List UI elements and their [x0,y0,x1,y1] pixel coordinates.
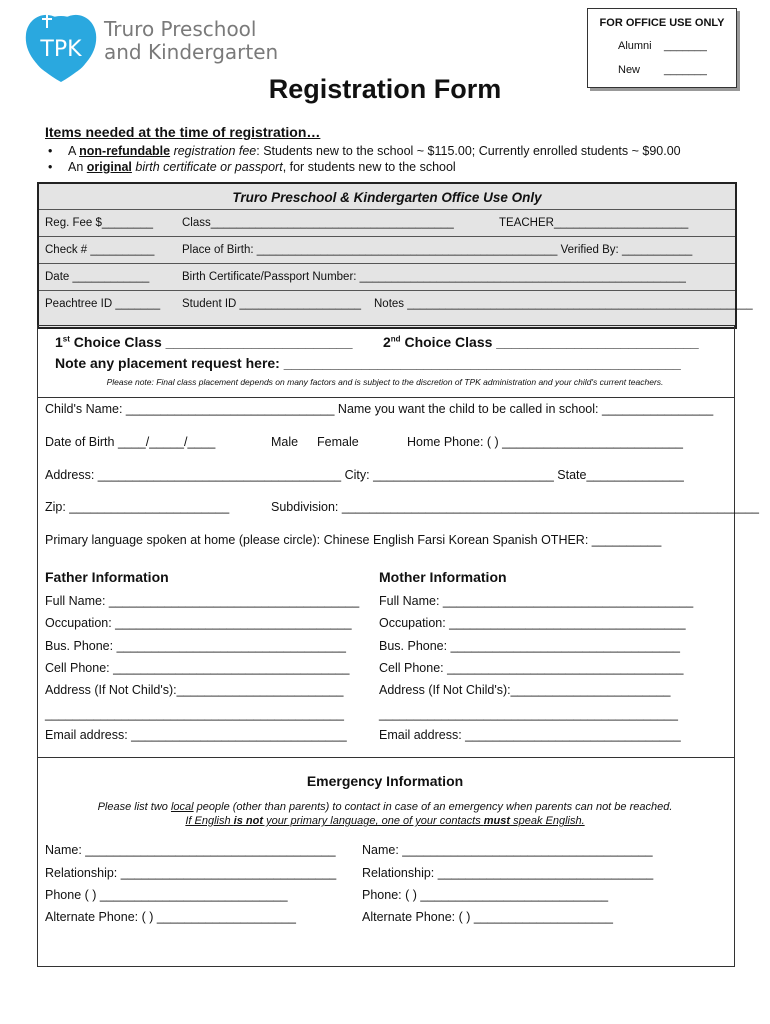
new-field[interactable]: _______ [664,64,707,76]
emergency-instructions-line2: If English is not your primary language, one of your contacts must speak English. [185,815,585,827]
male-option[interactable]: Male [271,435,299,449]
items-needed-heading: Items needed at the time of registration… [45,124,321,140]
contact2-alt-phone-field[interactable]: Alternate Phone: ( ) ____________________ [362,910,613,924]
contact1-phone-field[interactable]: Phone ( ) ___________________________ [45,888,288,902]
father-cell-phone-field[interactable]: Cell Phone: __________________________________ [45,661,350,675]
female-option[interactable]: Female [317,435,359,449]
contact2-name-field[interactable]: Name: ____________________________________ [362,843,653,857]
office-use-section [37,182,753,329]
mother-cell-phone-field[interactable]: Cell Phone: __________________________________ [379,661,684,675]
placement-request-field[interactable]: Note any placement request here: ___________________________________________________ [55,355,681,371]
primary-language-field[interactable]: Primary language spoken at home (please circle): Chinese English Farsi Korean Spanish OTHER: __________ [45,533,662,547]
first-choice-class-field[interactable]: 1st Choice Class ________________________ [55,334,353,350]
form-title: Registration Form [268,74,502,104]
class-field[interactable]: Class______________________________________ [182,217,454,229]
date-field[interactable]: Date ____________ [45,271,150,283]
child-name-field[interactable]: Child's Name: ______________________________ Name you want the child to be called in school: ________________ [45,402,714,416]
office-use-title: Truro Preschool & Kindergarten Office Use Only [232,190,542,205]
svg-text:TPK: TPK [40,37,82,62]
home-phone-field[interactable]: Home Phone: ( ) __________________________ [407,435,683,449]
address-field[interactable]: Address: ___________________________________ City: __________________________ State______________ [45,468,684,482]
alumni-field[interactable]: _______ [664,40,707,52]
reg-fee-field[interactable]: Reg. Fee $________ [45,217,154,229]
father-address-line2[interactable]: ___________________________________________ [45,707,344,721]
contact1-name-field[interactable]: Name: ____________________________________ [45,843,336,857]
mother-address-field[interactable]: Address (If Not Child's):_______________________ [379,683,671,697]
second-choice-class-field[interactable]: 2nd Choice Class __________________________ [383,334,699,350]
mother-occupation-field[interactable]: Occupation: __________________________________ [379,616,686,630]
contact1-alt-phone-field[interactable]: Alternate Phone: ( ) ____________________ [45,910,296,924]
school-name: Truro Preschool and Kindergarten [104,17,279,64]
mother-email-field[interactable]: Email address: _______________________________ [379,728,681,742]
contact2-phone-field[interactable]: Phone: ( ) ___________________________ [362,888,609,902]
mother-bus-phone-field[interactable]: Bus. Phone: _________________________________ [379,639,680,653]
father-email-field[interactable]: Email address: _______________________________ [45,728,347,742]
placement-note: Please note: Final class placement depends on many factors and is subject to the discretion of TPK administration and your child's current teachers. [106,377,664,387]
contact2-relationship-field[interactable]: Relationship: _______________________________ [362,866,654,880]
father-occupation-field[interactable]: Occupation: __________________________________ [45,616,352,630]
mother-address-line2[interactable]: ___________________________________________ [379,707,678,721]
father-address-field[interactable]: Address (If Not Child's):________________________ [45,683,344,697]
peachtree-id-field[interactable]: Peachtree ID _______ [45,298,161,310]
mother-info-heading: Mother Information [379,569,507,585]
mother-full-name-field[interactable]: Full Name: ____________________________________ [379,594,694,608]
emergency-instructions-line1: Please list two local people (other than parents) to contact in case of an emergency when parents can not be reached. [97,801,673,813]
father-info-heading: Father Information [45,569,169,585]
notes-field[interactable]: Notes ______________________________________________________ [374,298,753,310]
bullet-registration-fee: • A non-refundable registration fee: Students new to the school ~ $115.00; Currently enrolled students ~ $90.00 [48,144,681,158]
contact1-relationship-field[interactable]: Relationship: _______________________________ [45,866,337,880]
bullet-birth-certificate: • An original birth certificate or passport, for students new to the school [48,160,456,174]
new-label: New [618,64,641,76]
check-number-field[interactable]: Check # __________ [45,244,155,256]
zip-field[interactable]: Zip: _______________________ [45,500,230,514]
birth-cert-number-field[interactable]: Birth Certificate/Passport Number: ___________________________________________________ [182,271,686,283]
place-of-birth-field[interactable]: Place of Birth: _______________________________________________ Verified By: ___________ [182,244,693,256]
father-full-name-field[interactable]: Full Name: ____________________________________ [45,594,360,608]
teacher-field[interactable]: TEACHER_____________________ [499,217,689,229]
emergency-info-heading: Emergency Information [306,773,464,789]
date-of-birth-field[interactable]: Date of Birth ____/_____/____ [45,435,216,449]
student-id-field[interactable]: Student ID ___________________ [182,298,362,310]
father-bus-phone-field[interactable]: Bus. Phone: _________________________________ [45,639,346,653]
office-box-title: FOR OFFICE USE ONLY [599,17,725,29]
alumni-label: Alumni [618,40,652,52]
subdivision-field[interactable]: Subdivision: ____________________________________________________________ [271,500,759,514]
